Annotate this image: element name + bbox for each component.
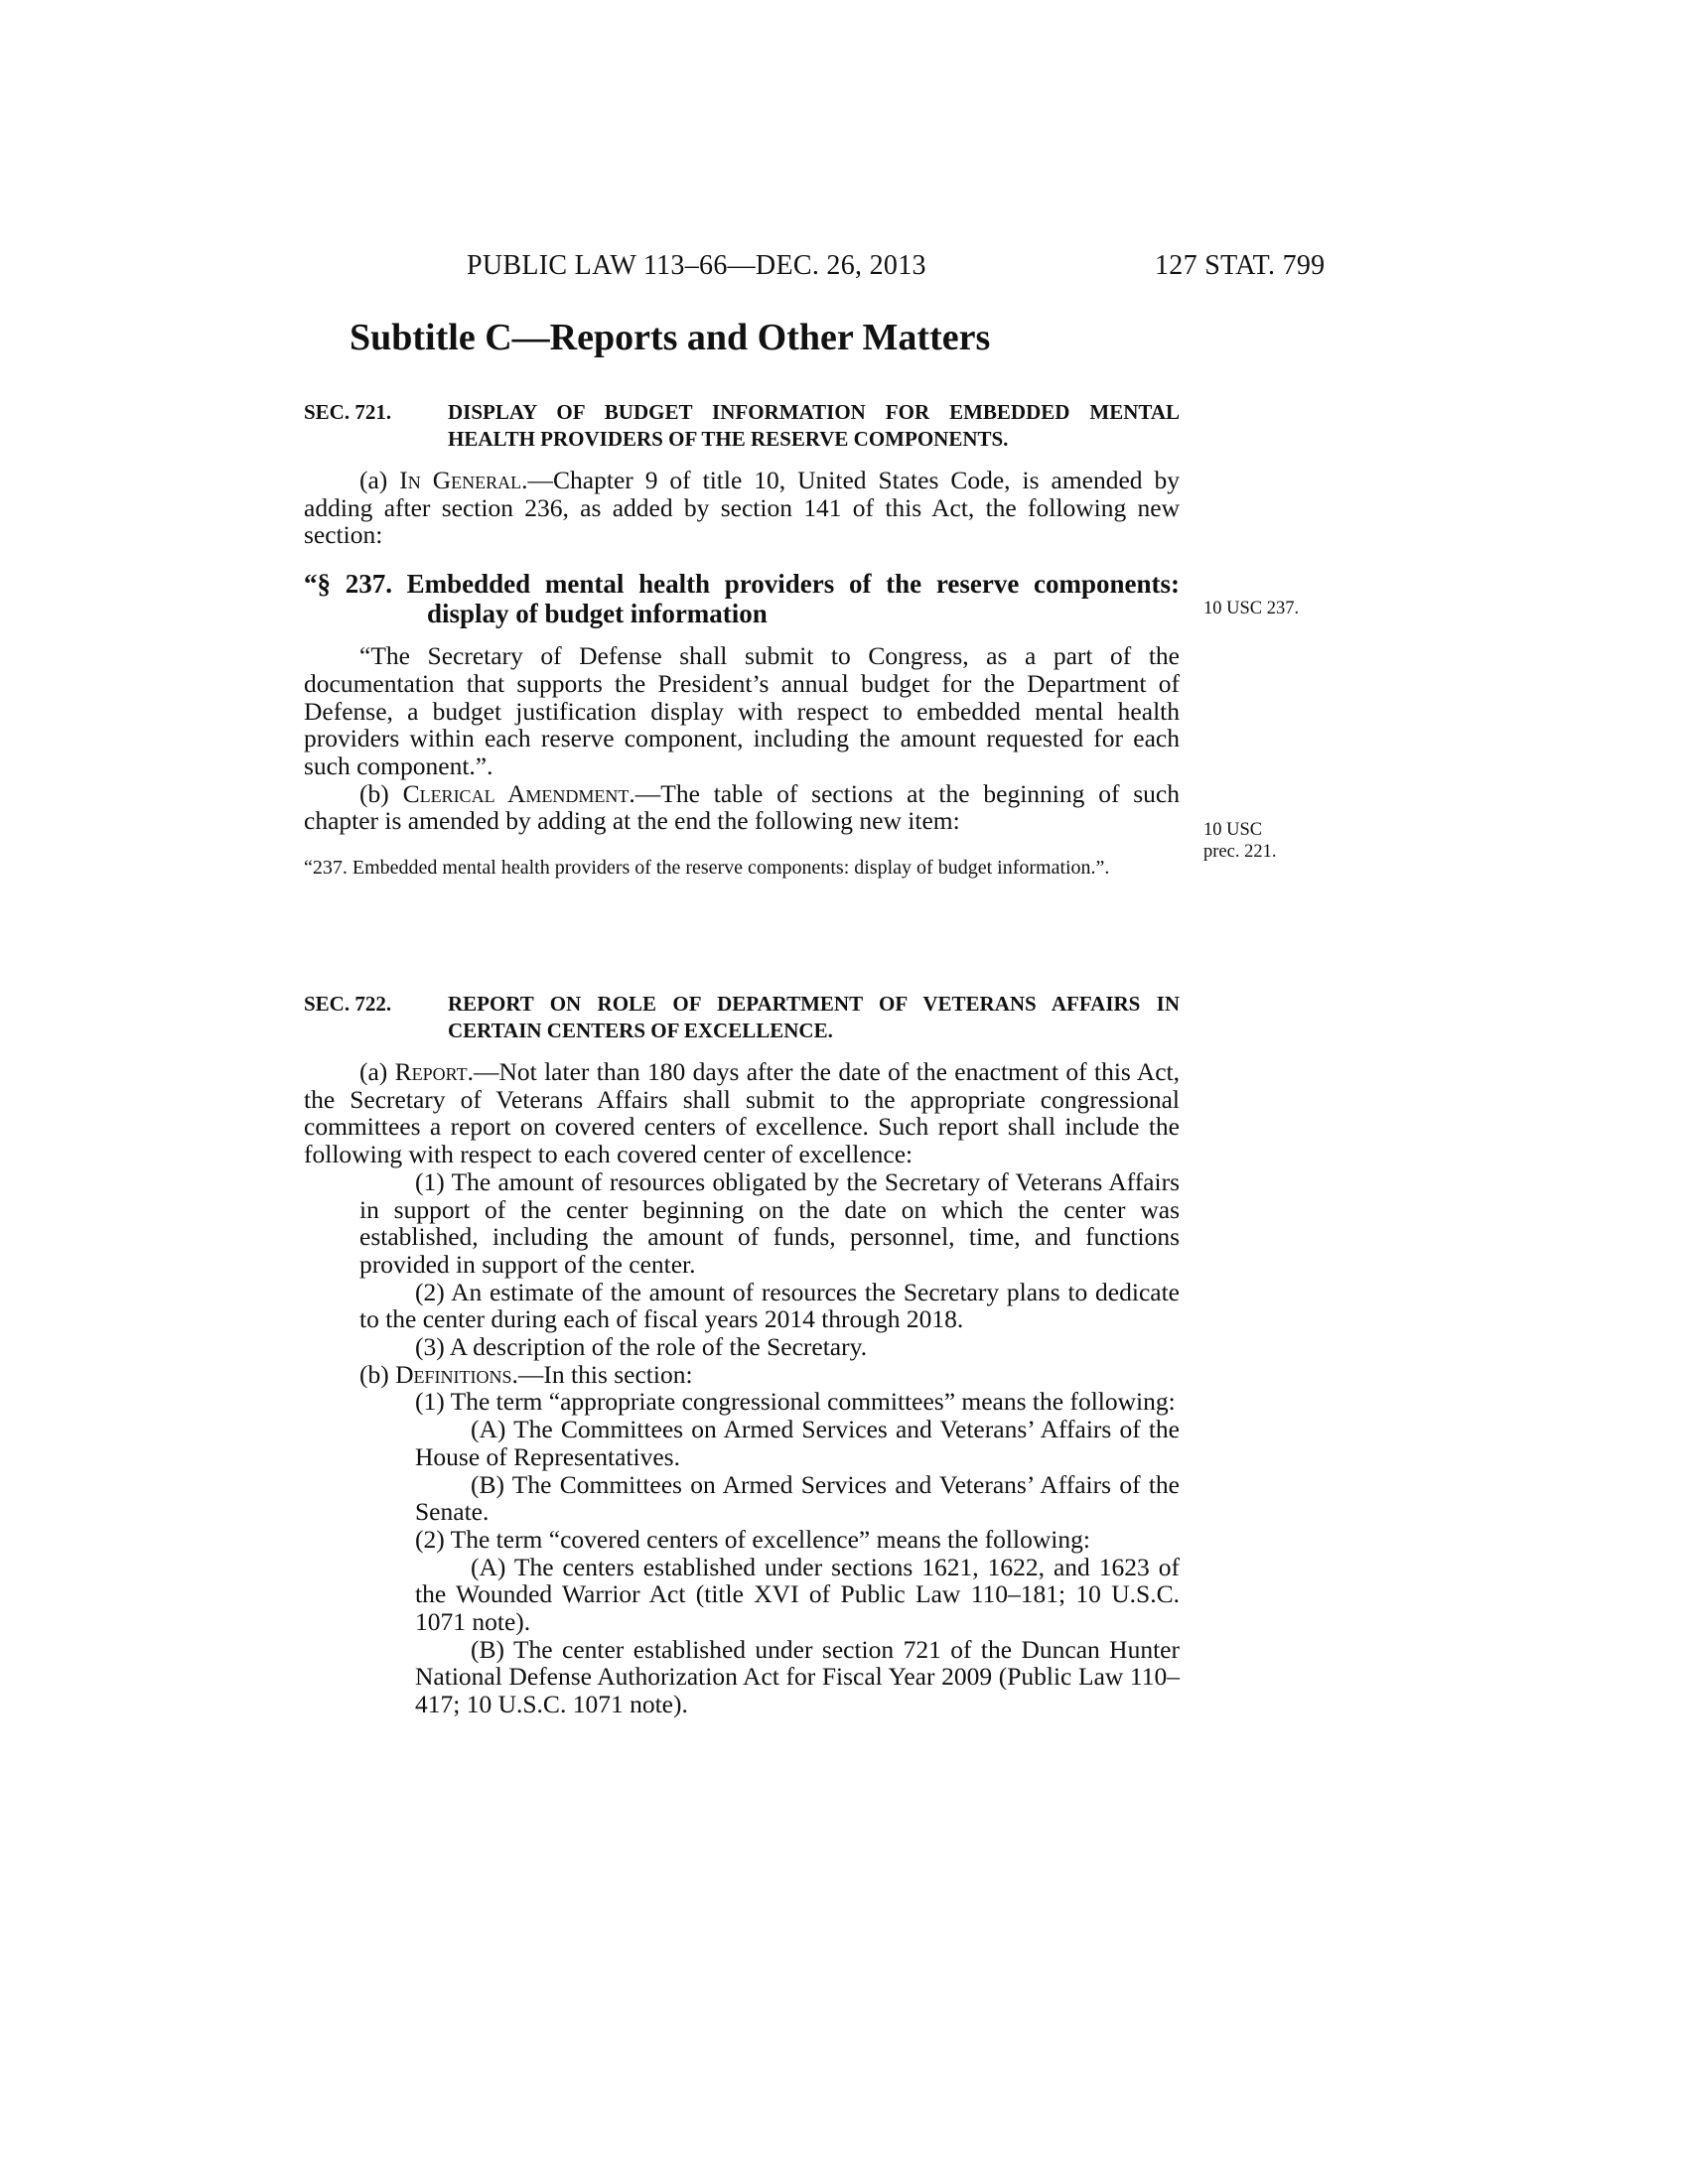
margin-note-line: prec. 221.: [1203, 842, 1277, 862]
subparagraph-b2A: (A) The centers established under sections 1621, 1622, and 1623 of the Wounded Warrior Act (title XVI of Public Law 110–181; 10 U.S.C. 1071 note).: [415, 1552, 1180, 1637]
paragraph-a2: (2) An estimate of the amount of resources the Secretary plans to dedicate to the center during each of fiscal years 2014 through 2018.: [359, 1277, 1180, 1334]
subsection-heading: Clerical Amendment: [402, 778, 630, 808]
section-title: DISPLAY OF BUDGET INFORMATION FOR EMBEDDED MENTAL HEALTH PROVIDERS OF THE RESERVE COMPONENTS.: [448, 400, 1180, 451]
subsection-a: (a) In General.—Chapter 9 of title 10, United States Code, is amended by adding after section 236, as added by section 141 of this Act, the following new section:: [304, 466, 1181, 550]
subsection-heading: Definitions: [395, 1359, 512, 1389]
subparagraph-b1A: (A) The Committees on Armed Services and Veterans’ Affairs of the House of Representatives.: [415, 1415, 1180, 1471]
margin-note-usc-prec-221: [1203, 819, 1342, 863]
new-section-heading: “§ 237. Embedded mental health providers of the reserve components: display of budget information: [304, 569, 1180, 629]
subsection-heading: Report: [394, 1057, 468, 1086]
page-number: 127 STAT. 799: [1155, 250, 1326, 281]
paragraph-a1: (1) The amount of resources obligated by the Secretary of Veterans Affairs in support of the center beginning on the date on which the center was established, including the amount of funds, personnel, time, and functions provided in support of the center.: [359, 1166, 1180, 1279]
new-section-text: “The Secretary of Defense shall submit to Congress, as a part of the documentation that supports the President’s annual budget for the Department of Defense, a budget justification display with respect to embedded mental health providers within each reserve component, including the amount requested for each such component.”.: [304, 641, 1180, 780]
subsection-b: (b) Clerical Amendment.—The table of sections at the beginning of such chapter is amended by adding at the end the following new item:: [304, 778, 1180, 836]
subparagraph-b1B: (B) The Committees on Armed Services and Veterans’ Affairs of the Senate.: [415, 1469, 1180, 1527]
section-721: [304, 399, 1180, 879]
paragraph-b2: (2) The term “covered centers of excellence” means the following:: [415, 1524, 1090, 1554]
section-number: SEC. 722.: [304, 992, 392, 1016]
subsection-a: (a) Report.—Not later than 180 days after the date of the enactment of this Act, the Secretary of Veterans Affairs shall submit to the appropriate congressional committees a report on covered centers of excellence. Such report shall include the following with respect to each covered center of excellence:: [304, 1057, 1180, 1169]
section-722: [304, 991, 1180, 1718]
paragraph-b1: (1) The term “appropriate congressional committees” means the following:: [415, 1387, 1176, 1417]
running-head: PUBLIC LAW 113–66—DEC. 26, 2013: [467, 250, 926, 281]
table-of-sections-item: “237. Embedded mental health providers of the reserve components: display of budget information.”.: [304, 857, 1110, 880]
paragraph-a3: (3) A description of the role of the Secretary.: [415, 1332, 868, 1362]
subsection-heading: In General: [399, 466, 522, 494]
margin-note-usc-237: 10 USC 237.: [1203, 599, 1300, 618]
subsection-b: (b) Definitions.—In this section:: [359, 1359, 693, 1389]
subparagraph-b2B: (B) The center established under section 721 of the Duncan Hunter National Defense Authorization Act for Fiscal Year 2009 (Public Law 110–417; 10 U.S.C. 1071 note).: [415, 1634, 1180, 1719]
margin-note-line: 10 USC: [1203, 820, 1263, 840]
section-number: SEC. 721.: [304, 400, 392, 424]
section-title: REPORT ON ROLE OF DEPARTMENT OF VETERANS AFFAIRS IN CERTAIN CENTERS OF EXCELLENCE.: [448, 992, 1180, 1042]
section-722-heading: [304, 991, 1180, 1044]
subtitle-heading: Subtitle C—Reports and Other Matters: [350, 317, 991, 358]
section-721-heading: [304, 399, 1180, 453]
